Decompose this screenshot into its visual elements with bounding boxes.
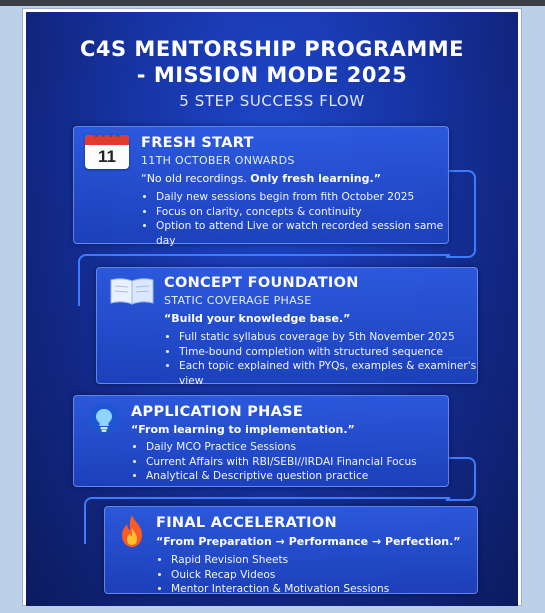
bullet-item: • Focus on clarity, concepts & continuity bbox=[156, 205, 451, 220]
step-card-application-phase bbox=[73, 395, 449, 487]
step-bullets bbox=[157, 553, 481, 597]
step-subheading: STATIC COVERAGE PHASE bbox=[164, 294, 312, 307]
bullet-item: • Analytical & Descriptive question practice bbox=[146, 469, 456, 484]
calendar-icon bbox=[85, 135, 129, 169]
step-card-concept-foundation bbox=[96, 267, 478, 387]
flame-icon bbox=[117, 514, 147, 552]
step-bullets bbox=[165, 330, 479, 388]
poster bbox=[26, 12, 518, 606]
bullet-item: • Time-bound completion with structured sequence bbox=[179, 345, 479, 360]
step-card-final-acceleration bbox=[104, 506, 478, 594]
step-heading: CONCEPT FOUNDATION bbox=[164, 275, 359, 291]
lightbulb-icon bbox=[88, 403, 120, 439]
bullet-item: • Current Affairs with RBI/SEBI//IRDAI Financial Focus bbox=[146, 455, 456, 470]
step-heading: APPLICATION PHASE bbox=[131, 404, 304, 420]
bullet-item: • Full static syllabus coverage by 5th November 2025 bbox=[179, 330, 479, 345]
step-subheading: 11TH OCTOBER ONWARDS bbox=[141, 154, 295, 167]
bullet-item: • Option to attend Live or watch recorded session same day bbox=[156, 219, 451, 248]
step-bullets bbox=[142, 190, 451, 248]
bullet-item: • Ouick Recap Videos bbox=[171, 568, 481, 583]
open-book-icon bbox=[109, 276, 155, 310]
subtitle: 5 STEP SUCCESS FLOW bbox=[179, 92, 365, 110]
step-quote: “No old recordings. Only fresh learning.” bbox=[141, 172, 381, 185]
title-line-1: C4S MENTORSHIP PROGRAMME bbox=[79, 37, 465, 61]
bullet-item: • Mentor Interaction & Motivation Sessions bbox=[171, 582, 481, 597]
step-heading: FINAL ACCELERATION bbox=[156, 515, 337, 531]
window-top-bar bbox=[0, 0, 545, 6]
step-heading: FRESH START bbox=[141, 135, 254, 151]
step-quote: “From learning to implementation.” bbox=[131, 423, 355, 436]
title-line-2: - MISSION MODE 2025 bbox=[136, 63, 408, 87]
step-card-fresh-start bbox=[73, 126, 449, 247]
calendar-day: 11 bbox=[98, 147, 116, 166]
bullet-item: • Rapid Revision Sheets bbox=[171, 553, 481, 568]
step-quote: “Build your knowledge base.” bbox=[164, 312, 351, 325]
bullet-item: • Daily MCO Practice Sessions bbox=[146, 440, 456, 455]
bullet-item: • Daily new sessions begin from fith October 2025 bbox=[156, 190, 451, 205]
step-bullets bbox=[132, 440, 456, 484]
bullet-item: • Each topic explained with PYQs, examples & examiner's view bbox=[179, 359, 479, 388]
step-quote: “From Preparation → Performance → Perfection.” bbox=[156, 535, 461, 548]
